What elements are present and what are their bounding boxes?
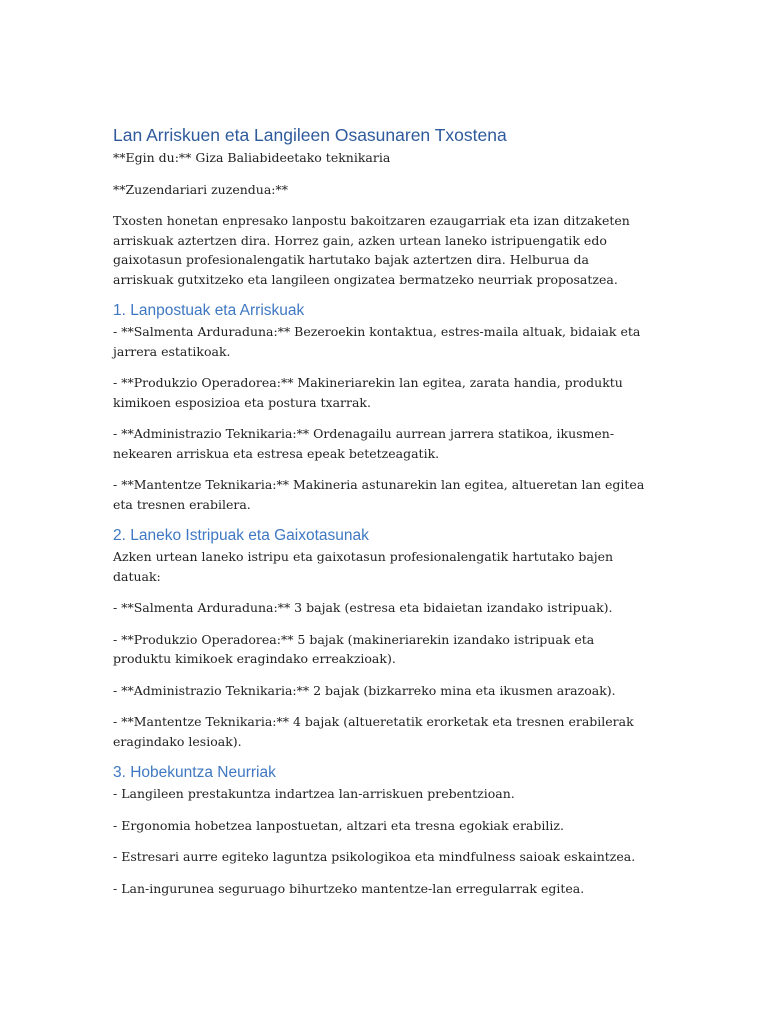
list-item: - **Produkzio Operadorea:** 5 bajak (makineriarekin izandako istripuak eta produktu kimikoek eragindako erreakzioak).: [113, 631, 595, 666]
list-item: - **Salmenta Arduraduna:** 3 bajak (estresa eta bidaietan izandako istripuak).: [113, 600, 613, 615]
document-title: Lan Arriskuen eta Langileen Osasunaren Txostena: [113, 125, 507, 145]
list-item: - Lan-ingurunea seguruago bihurtzeko mantentze-lan erregularrak egitea.: [113, 880, 585, 896]
addressee-line: **Zuzendariari zuzendua:**: [113, 181, 288, 197]
section-intro: Azken urtean laneko istripu eta gaixotasun profesionalengatik hartutako bajen datuak:: [113, 549, 614, 584]
list-item: - **Mantentze Teknikaria:** Makineria astunarekin lan egitea, altueretan lan egitea eta tresnen erabilera.: [113, 477, 645, 512]
list-item: - **Salmenta Arduraduna:** Bezeroekin kontaktua, estres-maila altuak, bidaiak eta jarrera estatikoak.: [113, 324, 641, 359]
list-item: - Estresari aurre egiteko laguntza psikologikoa eta mindfulness saioak eskaintzea.: [113, 849, 636, 864]
list-item: - **Administrazio Teknikaria:** Ordenagailu aurrean jarrera statikoa, ikusmen-nekearen arriskua eta estresa epeak betetzeagatik.: [113, 426, 615, 461]
list-item: - **Produkzio Operadorea:** Makineriarekin lan egitea, zarata handia, produktu kimikoen esposizioa eta postura txarrak.: [113, 375, 623, 410]
author-line: **Egin du:** Giza Baliabideetako teknikaria: [113, 150, 391, 165]
list-item: - Ergonomia hobetzea lanpostuetan, altzari eta tresna egokiak erabiliz.: [113, 817, 564, 833]
section-heading-improvements: 3. Hobekuntza Neurriak: [113, 764, 276, 781]
document-page: [113, 124, 653, 910]
section-heading-risks: 1. Lanpostuak eta Arriskuak: [113, 302, 305, 319]
section-heading-accidents: 2. Laneko Istripuak eta Gaixotasunak: [113, 527, 369, 544]
list-item: - **Mantentze Teknikaria:** 4 bajak (altueretatik erorketak eta tresnen erabilerak eragindako lesioak).: [113, 714, 634, 749]
list-item: - Langileen prestakuntza indartzea lan-arriskuen prebentzioan.: [113, 786, 515, 801]
list-item: - **Administrazio Teknikaria:** 2 bajak (bizkarreko mina eta ikusmen arazoak).: [113, 682, 616, 698]
intro-paragraph: Txosten honetan enpresako lanpostu bakoitzaren ezaugarriak eta izan ditzaketen arriskuak aztertzen dira. Horrez gain, azken urtean laneko istripuengatik edo gaixotasun profesionalengatik hartutako bajak aztertzen dira. Helburua da arriskuak gutxitzeko eta langileen ongizatea bermatzeko neurriak proposatzea.: [113, 213, 630, 287]
